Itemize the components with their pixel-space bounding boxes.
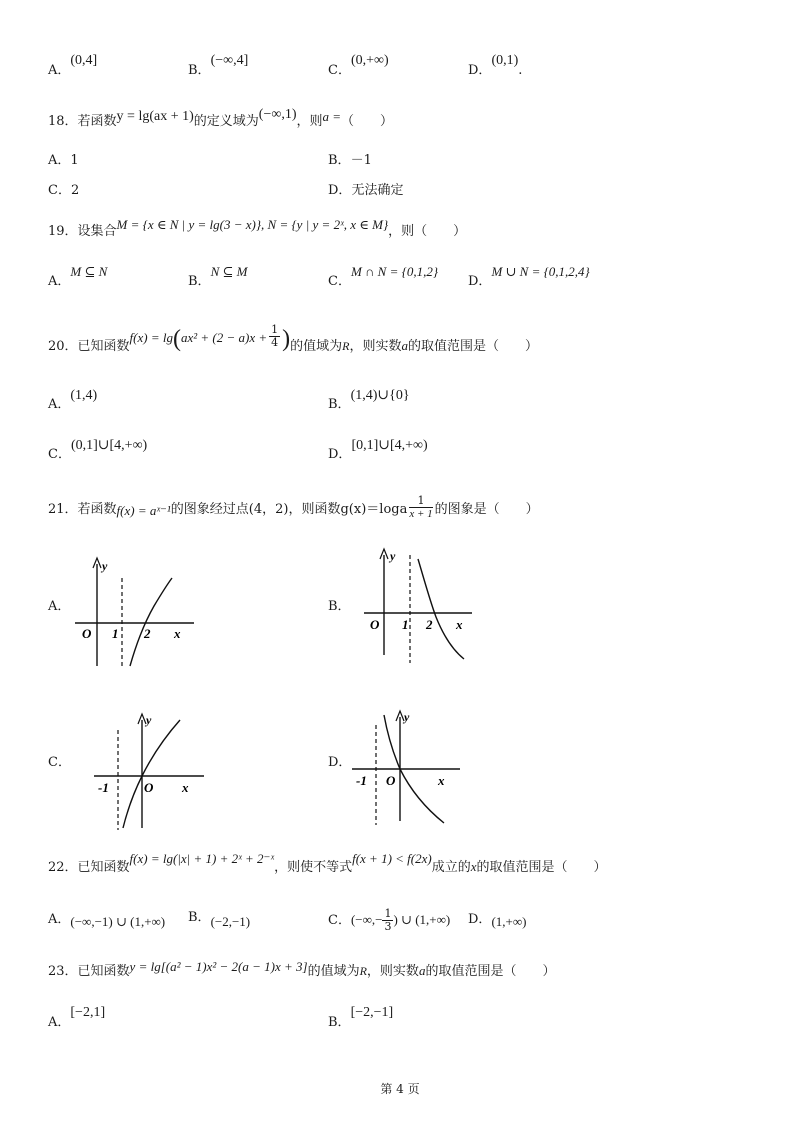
q21-graph-d [348, 705, 468, 830]
q20-stem: 20．已知函数f(x) = lg(ax² + (2 − a)x + $\frac{1}{4}$ )的值域为R，则实数a的取值范围是（ ） [48, 323, 539, 354]
q21-fraction: $\frac{1}{x + 1}$ [409, 494, 433, 520]
q17-option-c: C．(0,+∞) [328, 53, 389, 78]
svg-text:y: y [390, 549, 396, 563]
q23-stem: 23．已知函数y = lg[(a² − 1)x² − 2(a − 1)x + 3]的值域为R，则实数a的取值范围是（ ） [48, 959, 556, 979]
q19-option-c: C．M ∩ N = {0,1,2} [328, 264, 439, 289]
q19-option-a: A．M ⊆ N [48, 264, 108, 289]
svg-text:-1: -1 [98, 780, 109, 795]
q22-stem: 22．已知函数f(x) = lg(|x| + 1) + 2ˣ + 2⁻ˣ，则使不等式f(x + 1) < f(2x)成立的x的取值范围是（ ） [48, 851, 607, 875]
curve [123, 720, 180, 828]
svg-text:x: x [174, 626, 181, 641]
svg-text:O: O [370, 617, 380, 632]
q23-option-b: B．[−2,−1] [328, 1005, 394, 1030]
q21-graph-b [360, 545, 480, 667]
q20-option-d: D．[0,1]∪[4,+∞) [328, 438, 428, 462]
q20-fraction: $\frac{1}{4}$ [271, 323, 279, 349]
q21-option-a-label: A． [48, 599, 71, 614]
q21-stem: 21．若函数f(x) = aˣ⁻¹的图象经过点(4，2)，则函数g(x)＝loga $\frac{1}{x + 1}$ 的图象是（ ） [48, 494, 539, 520]
svg-text:O: O [386, 773, 396, 788]
q17-option-b: B．(−∞,4] [188, 53, 249, 78]
q18-option-c: C．2 [48, 183, 80, 198]
q19-option-d: D．M ∪ N = {0,1,2,4} [468, 264, 590, 289]
q22-option-b: B．(−2,−1) [188, 910, 251, 929]
svg-text:2: 2 [426, 617, 433, 632]
svg-text:1: 1 [402, 617, 409, 632]
svg-text:y: y [102, 559, 108, 573]
svg-text:2: 2 [144, 626, 151, 641]
q18-option-d: D．无法确定 [328, 183, 404, 198]
svg-text:x: x [456, 617, 463, 632]
curve [130, 578, 172, 666]
q20-option-c: C．(0,1]∪[4,+∞) [48, 438, 148, 462]
q22-option-c: C．(−∞,− $\frac{1}{3}$ ) ∪ (1,+∞) [328, 907, 451, 933]
q18-stem: 18．若函数y = lg(ax + 1)的定义域为(−∞,1)，则a =（ ） [48, 107, 394, 129]
svg-text:y: y [146, 713, 152, 727]
q21-graph-c [90, 708, 210, 833]
q19-stem: 19．设集合M = {x ∈ N | y = lg(3 − x)}, N = {y | y = 2ˣ, x ∈ M}，则（ ） [48, 217, 467, 239]
q22-option-c-fraction: $\frac{1}{3}$ [384, 907, 392, 933]
q17-option-d: D．(0,1). [468, 53, 523, 78]
q21-option-c-label: C． [48, 755, 71, 770]
svg-text:O: O [82, 626, 92, 641]
q21-graph-a [72, 548, 202, 670]
curve [418, 559, 464, 659]
svg-text:-1: -1 [356, 773, 367, 788]
q17-option-a: A．(0,4] [48, 53, 98, 78]
q18-option-b: B．－1 [328, 153, 372, 168]
q19-option-b: B．N ⊆ M [188, 264, 248, 289]
svg-text:x: x [182, 780, 189, 795]
q18-option-a: A．1 [48, 153, 79, 168]
q21-option-b-label: B． [328, 599, 351, 614]
page-number: 第 4 页 [380, 1082, 420, 1096]
svg-text:O: O [144, 780, 154, 795]
q22-option-d: D．(1,+∞) [468, 912, 527, 929]
q21-option-d-label: D． [328, 755, 352, 770]
q20-option-b: B．(1,4)∪{0} [328, 388, 410, 412]
q20-option-a: A．(1,4) [48, 388, 98, 412]
svg-text:x: x [438, 773, 445, 788]
svg-text:1: 1 [112, 626, 119, 641]
q23-option-a: A．[−2,1] [48, 1005, 106, 1030]
q22-option-a: A．(−∞,−1) ∪ (1,+∞) [48, 912, 166, 929]
svg-text:y: y [404, 710, 410, 724]
